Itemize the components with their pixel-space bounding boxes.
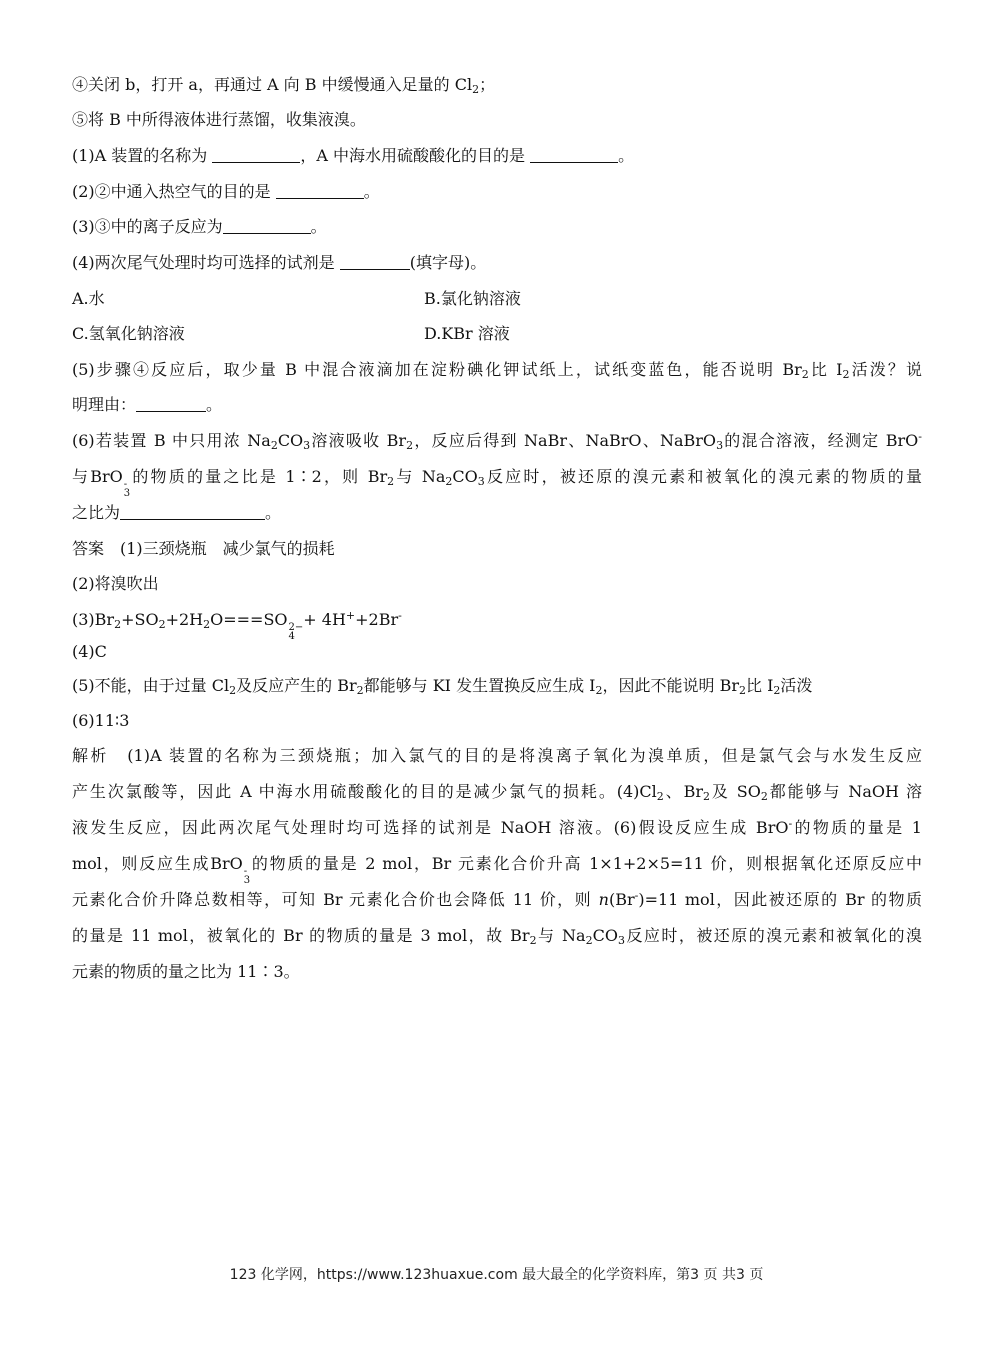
answer-blank	[530, 148, 618, 163]
analysis-line-5: 元素化合价升降总数相等，可知 Br 元素化合价也会降低 11 价，则 n(Br-)=11 mol，因此被还原的 Br 的物质	[72, 889, 922, 909]
analysis-line-4: mol，则反应生成BrO - 3 的物质的量是 2 mol，Br 元素化合价升高 1×1+2×5=11 价，则根据氧化还原反应中	[72, 854, 922, 886]
question-3: (3)③中的离子反应为 。	[72, 217, 327, 236]
option-a: A.水	[72, 289, 105, 308]
question-4: (4)两次尾气处理时均可选择的试剂是 (填字母)。	[72, 253, 487, 272]
option-b: B.氯化钠溶液	[424, 289, 521, 308]
options-row-1	[72, 288, 922, 310]
question-1: (1)A 装置的名称为 ，A 中海水用硫酸酸化的目的是 。	[72, 146, 635, 165]
step-4: ④关闭 b，打开 a，再通过 A 向 B 中缓慢通入足量的 $Cl_2$；	[72, 75, 496, 96]
answer-blank	[136, 397, 206, 412]
answer-blank	[212, 148, 300, 163]
analysis-line-3: 液发生反应，因此两次尾气处理时均可选择的试剂是 NaOH 溶液。(6)假设反应生成 BrO-的物质的量是 1	[72, 817, 922, 837]
answer-blank	[276, 184, 364, 199]
question-5-line-2: 明理由： 。	[72, 395, 223, 414]
question-6-line-1: (6)若装置 B 中只用浓 $Na_2CO_3$溶液吸收 $Br_2$，反应后得到 NaBr、NaBrO、NaBrO$_3$的混合溶液，经测定 BrO-	[72, 430, 922, 452]
option-d: D.KBr 溶液	[424, 324, 510, 343]
answer-blank	[340, 255, 410, 270]
answer-1: 答案 (1)三颈烧瓶 减少氯气的损耗	[72, 539, 335, 558]
question-2: (2)②中通入热空气的目的是 。	[72, 182, 380, 201]
option-c: C.氢氧化钠溶液	[72, 324, 185, 343]
answer-4: (4)C	[72, 642, 107, 661]
question-5-line-1: (5)步骤④反应后，取少量 B 中混合液滴加在淀粉碘化钾试纸上，试纸变蓝色，能否说明 $Br_2$比 $I_2$活泼？说	[72, 360, 922, 381]
question-6-line-3: 之比为 。	[72, 503, 282, 522]
analysis-line-6: 的量是 11 mol，被氧化的 Br 的物质的量是 3 mol，故 $Br_2$与 $Na_2CO_3$反应时，被还原的溴元素和被氧化的溴	[72, 926, 922, 947]
analysis-line-1: 解析 (1)A 装置的名称为三颈烧瓶；加入氯气的目的是将溴离子氧化为溴单质，但是氯气会与水发生反应	[72, 746, 922, 765]
page-footer: 123 化学网，https://www.123huaxue.com 最大最全的化学资料库，第3 页 共3 页	[229, 1267, 764, 1283]
answer-blank	[120, 505, 265, 520]
answer-6: (6)11∶3	[72, 711, 130, 730]
answer-2: (2)将溴吹出	[72, 574, 159, 593]
answer-blank	[223, 219, 311, 234]
analysis-line-7: 元素的物质的量之比为 11∶3。	[72, 962, 300, 981]
analysis-line-2: 产生次氯酸等，因此 A 中海水用硫酸酸化的目的是减少氯气的损耗。$(4)Cl_2$、$Br_2$及 $SO_2$都能够与 NaOH 溶	[72, 782, 922, 803]
answer-3: $(3)Br_2+SO_2+2H_2O===SO$ 2− 4 + 4H++2Br-	[72, 609, 402, 642]
question-6-line-2: 与BrO - 3 的物质的量之比是 1∶2，则 $Br_2$与 $Na_2CO_3$反应时，被还原的溴元素和被氧化的溴元素的物质的量	[72, 467, 922, 499]
answer-5: (5)不能，由于过量 $Cl_2$及反应产生的 $Br_2$都能够与 KI 发生置换反应生成 $I_2$，因此不能说明 $Br_2$比 $I_2$活泼	[72, 676, 813, 697]
step-5: ⑤将 B 中所得液体进行蒸馏，收集液溴。	[72, 110, 366, 129]
options-row-2	[72, 323, 922, 345]
